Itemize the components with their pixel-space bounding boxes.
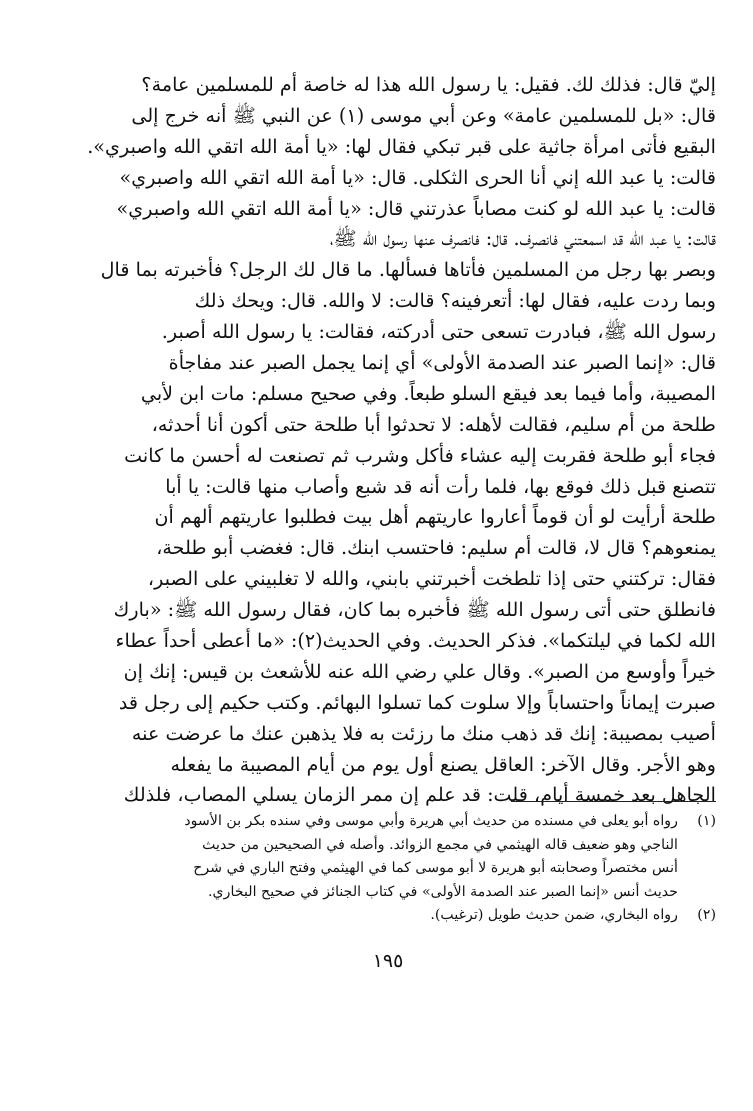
body-line: المصيبة، وأما فيما بعد فيقع السلو طبعاً. وفي صحيح مسلم: مات ابن لأبي	[140, 381, 716, 405]
body-line: وبصر بها رجل من المسلمين فأتاها فسألها. ما قال لك الرجل؟ فأخبرته بما قال	[100, 258, 716, 282]
footnote-line: رواه أبو يعلى في مسنده من حديث أبي هريرة وأبي موسى وفي سنده بكر بن الأسود	[184, 813, 678, 829]
body-line: وبما ردت عليه، فقال لها: أتعرفينه؟ قالت: لا والله. قال: ويحك ذلك	[194, 289, 716, 313]
body-line: البقيع فأتى امرأة جاثية على قبر تبكي فقال لها: «يا أمة الله اتقي الله واصبري».	[87, 134, 716, 158]
body-line: قال: «إنما الصبر عند الصدمة الأولى» أي إنما يجمل الصبر عند مفاجأة	[168, 351, 716, 375]
body-line: قالت: يا عبد الله قد اسمعتني فانصرف. قال: فانصرف عنها رسول الله ﷺ،	[329, 227, 716, 251]
body-line: رسول الله ﷺ، فبادرت تسعى حتى أدركته، فقالت: يا رسول الله أصبر.	[161, 320, 716, 344]
footnote-line: حديث أنس «إنما الصبر عند الصدمة الأولى» في كتاب الجنائز في صحيح البخاري.	[208, 883, 678, 900]
body-line: يمنعوهم؟ قال لا، قالت أم سليم: فاحتسب ابنك. قال: فغضب أبو طلحة،	[156, 536, 716, 560]
body-text	[60, 70, 716, 811]
document-page	[60, 70, 716, 1080]
body-line: الجاهل بعد خمسة أيام، قلت: قد علم إن ممر الزمان يسلي المصاب، فلذلك	[123, 783, 716, 807]
body-line: إليّ قال: فذلك لك. فقيل: يا رسول الله هذا له خاصة أم للمسلمين عامة؟	[141, 73, 716, 96]
footnotes-section	[60, 810, 716, 928]
footnote-divider	[511, 801, 716, 802]
body-line: قال: «بل للمسلمين عامة» وعن أبي موسى (١) عن النبي ﷺ أنه خرج إلى	[131, 103, 716, 127]
body-line: قالت: يا عبد الله إني أنا الحرى الثكلى. قال: «يا أمة الله اتقي الله واصبري»	[119, 165, 716, 189]
footnote-number: (٢)	[697, 907, 716, 924]
body-line: خيراً وأوسع من الصبر». وقال علي رضي الله عنه للأشعث بن قيس: إنك إن	[123, 659, 716, 683]
body-line: وهو الأجر. وقال الآخر: العاقل يصنع أول يوم من أيام المصيبة ما يفعله	[170, 752, 716, 776]
footnote-1	[60, 810, 716, 904]
body-line: الله لكما في ليلتكما». فذكر الحديث. وفي الحديث(٢): «ما أعطى أحداً عطاء	[115, 629, 716, 653]
footnote-2	[60, 904, 716, 928]
footnote-line: أنس مختصراً وصحابته أبو هريرة لا أبو موسى كما في الهيثمي وفتح الباري في شرح	[193, 860, 678, 877]
body-line: طلحة من أم سليم، فقالت لأهله: لا تحدثوا أبا طلحة حتى أكون أنا أحدثه،	[151, 412, 716, 436]
body-line: فقال: تركتني حتى إذا تلطخت أخبرتني بابني، والله لا تغلبيني على الصبر،	[147, 567, 716, 591]
footnote-line: رواه البخاري، ضمن حديث طويل (ترغيب).	[430, 907, 678, 924]
body-line: فجاء أبو طلحة فقربت إليه عشاء فأكل وشرب ثم تصنعت له أحسن ما كانت	[124, 443, 716, 467]
page-number: ١٩٥	[372, 950, 404, 972]
body-line: تتصنع قبل ذلك فوقع بها، فلما رأت أنه قد شبع وأصاب منها قالت: يا أبا	[165, 474, 716, 498]
body-line: طلحة أرأيت لو أن قوماً أعاروا عاريتهم أهل بيت فطلبوا عاريتهم ألهم أن	[154, 505, 716, 529]
footnote-line: الناجي وهو ضعيف قاله الهيثمي في مجمع الزوائد. وأصله في الصحيحين من حديث	[202, 836, 678, 853]
body-line: قالت: يا عبد الله لو كنت مصاباً عذرتني قال: «يا أمة الله اتقي الله واصبري»	[116, 196, 716, 220]
body-line: فانطلق حتى أتى رسول الله ﷺ فأخبره بما كان، فقال رسول الله ﷺ: «بارك	[113, 598, 716, 622]
body-line: صبرت إيماناً واحتساباً وإلا سلوت كما تسلوا البهائم. وكتب حكيم إلى رجل قد	[118, 690, 716, 714]
footnote-number: (١)	[697, 813, 716, 829]
body-line: أصيب بمصيبة: إنك قد ذهب منك ما رزئت به فلا يذهبن عنك ما عرضت عنه	[131, 721, 716, 745]
